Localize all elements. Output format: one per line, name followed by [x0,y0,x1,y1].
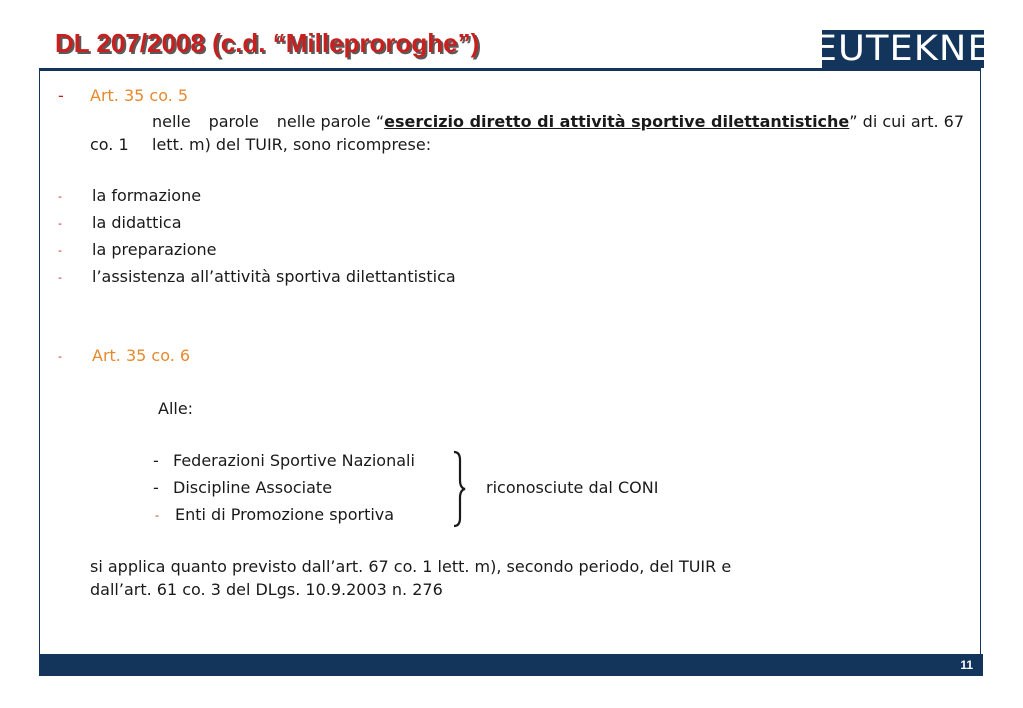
list-item-formazione: la formazione [92,186,202,205]
list-item-preparazione: la preparazione [92,240,217,259]
para-word-nelle: nelle [152,112,191,131]
entity-dash: - [153,451,159,470]
para-open-quote: nelle parole “ [276,112,385,131]
entity-dash: - [155,509,159,522]
list-dash: - [58,244,62,257]
section1-paragraph-line2a: co. 1 [90,135,129,154]
slide-title: DL 207/2008 (c.d. “Milleproroghe”) [55,28,480,58]
footer-bar [39,654,983,676]
entity-discipline: Discipline Associate [173,478,333,497]
list-dash: - [58,217,62,230]
para-suffix: ” di cui art. 67 [849,112,964,131]
alle-label: Alle: [158,399,194,418]
list-item-assistenza: l’assistenza all’attività sportiva dilettantistica [92,267,456,286]
entity-enti: Enti di Promozione sportiva [175,505,395,524]
eutekne-logo [814,29,992,69]
recognized-coni: riconosciute dal CONI [486,478,659,497]
closing-line-1: si applica quanto previsto dall’art. 67 co. 1 lett. m), secondo periodo, del TUIR e [90,557,732,576]
para-bold-phrase: esercizio diretto di attività sportive dilettantistiche [384,112,850,131]
page-number: 11 [960,658,973,672]
entity-federazioni: Federazioni Sportive Nazionali [173,451,415,470]
section1-heading: Art. 35 co. 5 [90,86,189,105]
list-item-didattica: la didattica [92,213,182,232]
closing-line-2: dall’art. 61 co. 3 del DLgs. 10.9.2003 n. 276 [90,580,443,599]
para-word-parole: parole [208,112,259,131]
section1-dash: - [58,86,64,105]
para-quote-group [277,112,964,132]
entity-dash: - [153,478,159,497]
right-brace-icon [450,450,470,528]
section2-heading: Art. 35 co. 6 [92,346,191,365]
list-dash: - [58,271,62,284]
section2-dash: - [58,350,62,363]
list-dash: - [58,190,62,203]
logo-text: EUTEKNE [814,29,992,69]
section1-paragraph-line2b: lett. m) del TUIR, sono ricomprese: [152,135,432,154]
section1-paragraph-line1 [152,112,964,132]
